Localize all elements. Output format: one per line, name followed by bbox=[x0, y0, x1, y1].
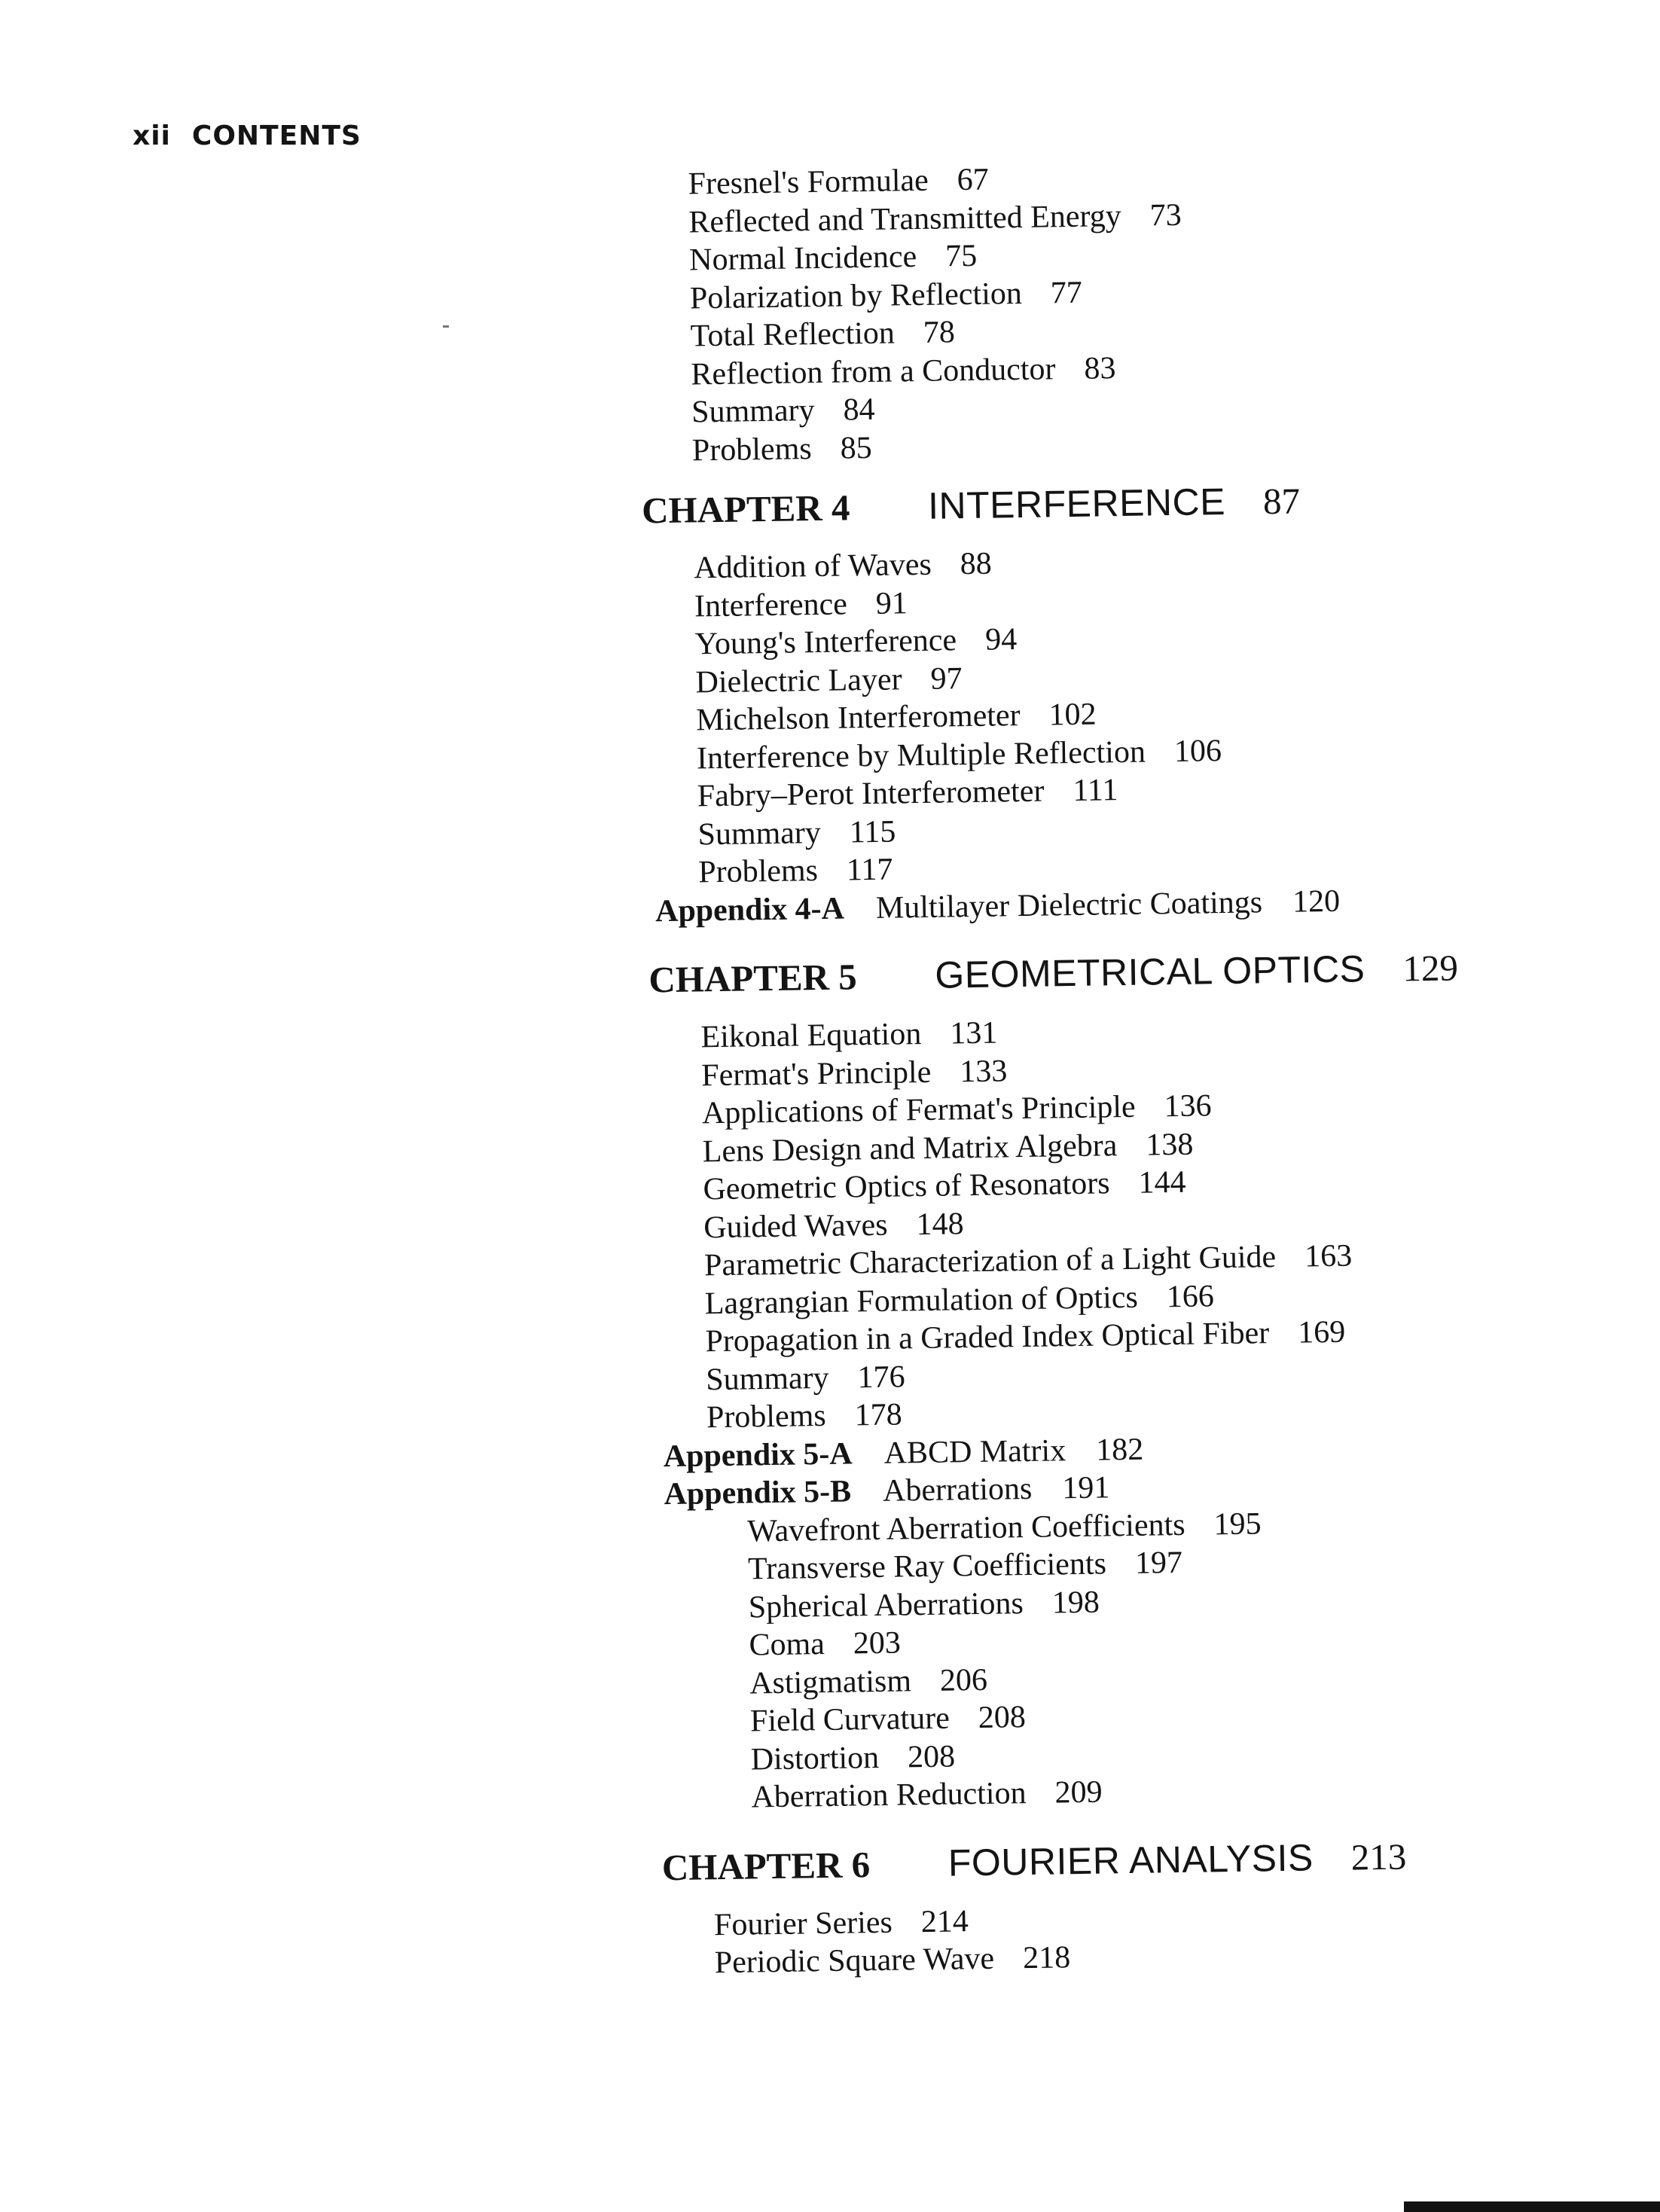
entry-title: Total Reflection bbox=[690, 316, 896, 354]
entry-page-number: 209 bbox=[1054, 1774, 1103, 1811]
entry-page-number: 83 bbox=[1084, 350, 1116, 386]
toc-entry bbox=[695, 663, 963, 698]
chapter-label: CHAPTER 6 bbox=[661, 1843, 871, 1888]
chapter-heading bbox=[641, 480, 1301, 532]
toc-entry bbox=[689, 240, 978, 276]
chapter-title: INTERFERENCE bbox=[927, 480, 1226, 527]
chapter-label: CHAPTER 5 bbox=[648, 956, 858, 1001]
appendix-title: Aberrations bbox=[882, 1471, 1033, 1509]
entry-title: Summary bbox=[697, 815, 822, 852]
entry-title: Parametric Characterization of a Light Guide bbox=[703, 1240, 1277, 1283]
chapter-page-number: 213 bbox=[1350, 1835, 1407, 1878]
chapter-heading bbox=[648, 947, 1459, 1001]
chapter-title: GEOMETRICAL OPTICS bbox=[934, 947, 1366, 996]
entry-title: Addition of Waves bbox=[693, 547, 932, 586]
entry-title: Propagation in a Graded Index Optical Fiber bbox=[705, 1316, 1270, 1359]
entry-page-number: 77 bbox=[1050, 275, 1083, 310]
entry-page-number: 203 bbox=[853, 1625, 902, 1661]
appendix-page-number: 182 bbox=[1095, 1432, 1144, 1468]
entry-page-number: 78 bbox=[923, 315, 956, 350]
entry-page-number: 75 bbox=[944, 238, 978, 274]
toc-entry bbox=[697, 735, 1222, 774]
entry-title: Transverse Ray Coefficients bbox=[747, 1546, 1107, 1587]
entry-title: Michelson Interferometer bbox=[695, 698, 1021, 738]
entry-page-number: 111 bbox=[1073, 773, 1118, 808]
entry-page-number: 206 bbox=[939, 1662, 988, 1698]
toc-entry bbox=[714, 1942, 1070, 1979]
toc-entry bbox=[703, 1208, 964, 1243]
entry-page-number: 214 bbox=[920, 1903, 969, 1939]
entry-page-number: 67 bbox=[957, 162, 990, 198]
appendix-page-number: 191 bbox=[1061, 1470, 1110, 1506]
toc-entry bbox=[747, 1508, 1262, 1547]
page-number: xii bbox=[133, 121, 171, 151]
entry-page-number: 133 bbox=[959, 1053, 1008, 1089]
entry-title: Problems bbox=[706, 1398, 827, 1436]
toc-entry bbox=[698, 854, 893, 889]
entry-page-number: 163 bbox=[1304, 1238, 1353, 1274]
toc-entry bbox=[706, 1397, 903, 1436]
entry-page-number: 102 bbox=[1048, 697, 1097, 733]
entry-title: Wavefront Aberration Coefficients bbox=[746, 1507, 1185, 1549]
appendix-heading bbox=[664, 1472, 1109, 1510]
toc-entry bbox=[688, 164, 989, 200]
entry-page-number: 136 bbox=[1164, 1088, 1212, 1124]
toc-entry bbox=[691, 352, 1116, 390]
entry-title: Normal Incidence bbox=[688, 239, 917, 278]
toc-entry bbox=[748, 1586, 1100, 1623]
entry-title: Astigmatism bbox=[749, 1663, 912, 1701]
toc-entry bbox=[704, 1240, 1353, 1282]
entry-page-number: 198 bbox=[1051, 1585, 1100, 1621]
entry-title: Summary bbox=[691, 393, 815, 430]
appendix-heading bbox=[655, 883, 1341, 929]
entry-title: Lens Design and Matrix Algebra bbox=[702, 1127, 1118, 1169]
entry-page-number: 117 bbox=[846, 852, 893, 888]
entry-title: Summary bbox=[705, 1360, 829, 1397]
appendix-page-number: 120 bbox=[1292, 883, 1341, 920]
scan-edge-bar bbox=[1404, 2201, 1660, 2212]
toc-entry bbox=[690, 316, 955, 352]
chapter-heading bbox=[661, 1837, 1406, 1886]
entry-title: Applications of Fermat's Principle bbox=[701, 1089, 1136, 1131]
entry-title: Dielectric Layer bbox=[695, 661, 902, 700]
chapter-page-number: 129 bbox=[1402, 947, 1459, 990]
toc-entry bbox=[714, 1905, 969, 1941]
appendix-label: Appendix 4-A bbox=[655, 891, 845, 929]
toc-entry bbox=[692, 432, 872, 466]
appendix-label: Appendix 5-A bbox=[663, 1436, 853, 1474]
toc-entry bbox=[694, 548, 992, 584]
entry-page-number: 97 bbox=[930, 661, 963, 697]
toc-entry bbox=[748, 1547, 1182, 1585]
entry-page-number: 148 bbox=[916, 1206, 964, 1242]
entry-page-number: 115 bbox=[849, 813, 896, 850]
appendix-title: Multilayer Dielectric Coatings bbox=[875, 884, 1263, 926]
toc-entry bbox=[749, 1625, 902, 1663]
entry-page-number: 178 bbox=[854, 1397, 903, 1433]
entry-title: Lagrangian Formulation of Optics bbox=[704, 1280, 1139, 1321]
entry-page-number: 197 bbox=[1134, 1545, 1183, 1581]
toc-entry bbox=[690, 276, 1082, 314]
entry-title: Eikonal Equation bbox=[700, 1017, 922, 1055]
appendix-title: ABCD Matrix bbox=[883, 1432, 1066, 1471]
toc-entry bbox=[697, 774, 1118, 812]
entry-title: Reflected and Transmitted Energy bbox=[688, 198, 1122, 240]
appendix-heading bbox=[663, 1433, 1143, 1472]
entry-title: Periodic Square Wave bbox=[714, 1941, 995, 1981]
entry-page-number: 131 bbox=[949, 1015, 998, 1051]
entry-title: Problems bbox=[697, 853, 819, 890]
entry-page-number: 169 bbox=[1297, 1314, 1346, 1350]
entry-title: Distortion bbox=[750, 1740, 880, 1777]
entry-title: Young's Interference bbox=[694, 623, 957, 662]
toc-entry bbox=[700, 1015, 998, 1055]
chapter-page-number: 87 bbox=[1262, 480, 1301, 523]
entry-page-number: 94 bbox=[984, 622, 1018, 657]
entry-title: Fabry–Perot Interferometer bbox=[697, 773, 1045, 814]
entry-title: Interference by Multiple Reflection bbox=[696, 734, 1146, 776]
toc-entry bbox=[694, 587, 908, 622]
entry-page-number: 208 bbox=[978, 1700, 1027, 1735]
entry-title: Fourier Series bbox=[713, 1905, 893, 1942]
entry-title: Coma bbox=[749, 1627, 825, 1663]
entry-title: Fresnel's Formulae bbox=[688, 163, 929, 202]
appendix-label: Appendix 5-B bbox=[664, 1474, 852, 1512]
toc-entry bbox=[702, 1128, 1193, 1167]
entry-page-number: 138 bbox=[1145, 1127, 1194, 1163]
entry-title: Guided Waves bbox=[703, 1207, 888, 1245]
toc-entry bbox=[750, 1701, 1026, 1737]
entry-title: Aberration Reduction bbox=[751, 1776, 1027, 1815]
toc-entry bbox=[688, 199, 1182, 238]
toc-entry bbox=[749, 1664, 987, 1699]
entry-page-number: 176 bbox=[857, 1359, 905, 1395]
entry-title: Geometric Optics of Resonators bbox=[703, 1166, 1110, 1207]
toc-entry bbox=[691, 394, 875, 429]
entry-title: Spherical Aberrations bbox=[748, 1585, 1024, 1625]
entry-page-number: 73 bbox=[1149, 197, 1182, 233]
toc-entry bbox=[696, 699, 1097, 737]
entry-page-number: 208 bbox=[907, 1738, 956, 1774]
running-title: CONTENTS bbox=[191, 121, 362, 151]
entry-page-number: 218 bbox=[1022, 1940, 1071, 1976]
toc-entry bbox=[751, 1774, 1103, 1815]
entry-page-number: 88 bbox=[960, 546, 993, 582]
toc-entry bbox=[704, 1280, 1214, 1320]
entry-page-number: 106 bbox=[1173, 733, 1222, 769]
entry-title: Problems bbox=[691, 431, 812, 468]
chapter-label: CHAPTER 4 bbox=[641, 487, 850, 532]
entry-page-number: 144 bbox=[1138, 1164, 1186, 1201]
toc-entry bbox=[697, 813, 896, 852]
entry-title: Field Curvature bbox=[749, 1701, 951, 1739]
toc-entry bbox=[702, 1090, 1212, 1129]
entry-title: Interference bbox=[694, 586, 848, 624]
toc-entry bbox=[703, 1164, 1186, 1207]
entry-title: Reflection from a Conductor bbox=[691, 351, 1056, 392]
entry-page-number: 195 bbox=[1213, 1506, 1262, 1542]
entry-title: Fermat's Principle bbox=[700, 1054, 932, 1093]
toc-entry bbox=[694, 624, 1017, 660]
toc-entry bbox=[750, 1738, 956, 1777]
toc-entry bbox=[706, 1361, 905, 1396]
entry-title: Polarization by Reflection bbox=[689, 276, 1023, 316]
entry-page-number: 166 bbox=[1166, 1278, 1215, 1314]
entry-page-number: 84 bbox=[843, 392, 875, 428]
entry-page-number: 91 bbox=[875, 585, 908, 621]
toc-entry bbox=[705, 1314, 1346, 1359]
chapter-title: FOURIER ANALYSIS bbox=[947, 1835, 1314, 1884]
entry-page-number: 85 bbox=[840, 430, 872, 466]
toc-entry bbox=[701, 1055, 1008, 1091]
